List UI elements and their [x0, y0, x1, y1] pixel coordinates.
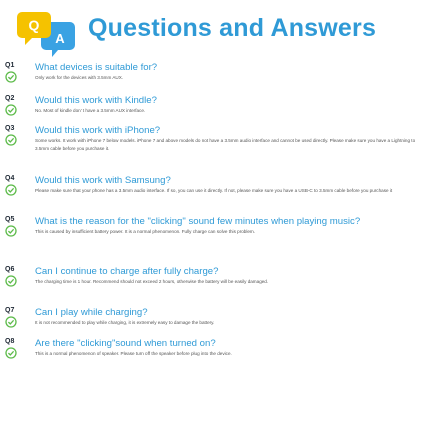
- question-marker: [5, 175, 23, 196]
- question-text: What devices is suitable for?: [35, 62, 158, 73]
- faq-list: [0, 62, 430, 370]
- faq-item-6: [0, 266, 430, 307]
- page-title: Questions and Answers: [88, 14, 377, 42]
- faq-item-2: [0, 95, 430, 125]
- question-text: Would this work with iPhone?: [35, 125, 161, 136]
- question-marker: [5, 95, 23, 116]
- question-marker: [5, 62, 23, 83]
- check-circle-icon: [5, 275, 17, 287]
- question-badge: Q4: [5, 175, 15, 182]
- question-text: What is the reason for the "clicking" sound few minutes when playing music?: [35, 216, 361, 227]
- question-marker: [5, 338, 23, 359]
- check-circle-icon: [5, 347, 17, 359]
- question-text: Can I play while charging?: [35, 307, 148, 318]
- question-marker: [5, 266, 23, 287]
- answer-text: No. Most of kindle don' t have a 3.5mm AUX interface.: [35, 108, 146, 113]
- answer-text: It is not recommended to play while charging, it is extremely easy to damage the battery.: [35, 320, 215, 325]
- question-badge: Q1: [5, 62, 15, 69]
- faq-item-4: [0, 175, 430, 216]
- check-circle-icon: [5, 225, 17, 237]
- faq-item-3: [0, 125, 430, 175]
- answer-text: The charging time is 1 hour. Recommend should not exceed 2 hours, otherwise the battery will be easily damaged.: [35, 279, 269, 284]
- question-badge: Q5: [5, 216, 15, 223]
- check-circle-icon: [5, 316, 17, 328]
- question-text: Would this work with Samsung?: [35, 175, 171, 186]
- check-circle-icon: [5, 71, 17, 83]
- answer-text: This is a normal phenomenon of speaker. Please turn off the speaker before plug into the device.: [35, 351, 232, 356]
- question-marker: [5, 125, 23, 146]
- faq-item-8: [0, 338, 430, 370]
- question-text: Are there "clicking"sound when turned on?: [35, 338, 216, 349]
- qa-speech-bubbles-icon: [16, 10, 76, 58]
- question-badge: Q6: [5, 266, 15, 273]
- header: [0, 0, 430, 62]
- answer-text: Some works. It work with iPhone 7 below models. iPhone 7 and above models do not have a 3.5mm audio interface and cannot be used directly. Please make sure you have a Lightning to 3.5mm cable before you purchase it.: [35, 138, 416, 152]
- check-circle-icon: [5, 184, 17, 196]
- faq-item-7: [0, 307, 430, 338]
- question-badge: Q3: [5, 125, 15, 132]
- check-circle-icon: [5, 134, 17, 146]
- question-marker: [5, 307, 23, 328]
- answer-text: This is caused by insufficient battery power. It is a normal phenomenon. Fully charge can solve this problem.: [35, 229, 256, 234]
- question-text: Can I continue to charge after fully charge?: [35, 266, 219, 277]
- question-marker: [5, 216, 23, 237]
- question-text: Would this work with Kindle?: [35, 95, 157, 106]
- check-circle-icon: [5, 104, 17, 116]
- question-badge: Q8: [5, 338, 15, 345]
- faq-item-1: [0, 62, 430, 95]
- faq-item-5: [0, 216, 430, 266]
- question-badge: Q7: [5, 307, 15, 314]
- answer-text: Only work for the devices with 3.5mm AUX.: [35, 75, 124, 80]
- question-badge: Q2: [5, 95, 15, 102]
- logo-q-letter: Q: [28, 17, 40, 33]
- logo-a-letter: A: [55, 31, 65, 46]
- answer-text: Please make sure that your phone has a 3.5mm audio interface. If so, you can use it directly. If not, please make sure you have a USB-C to 3.5mm cable before you purchase it: [35, 188, 393, 193]
